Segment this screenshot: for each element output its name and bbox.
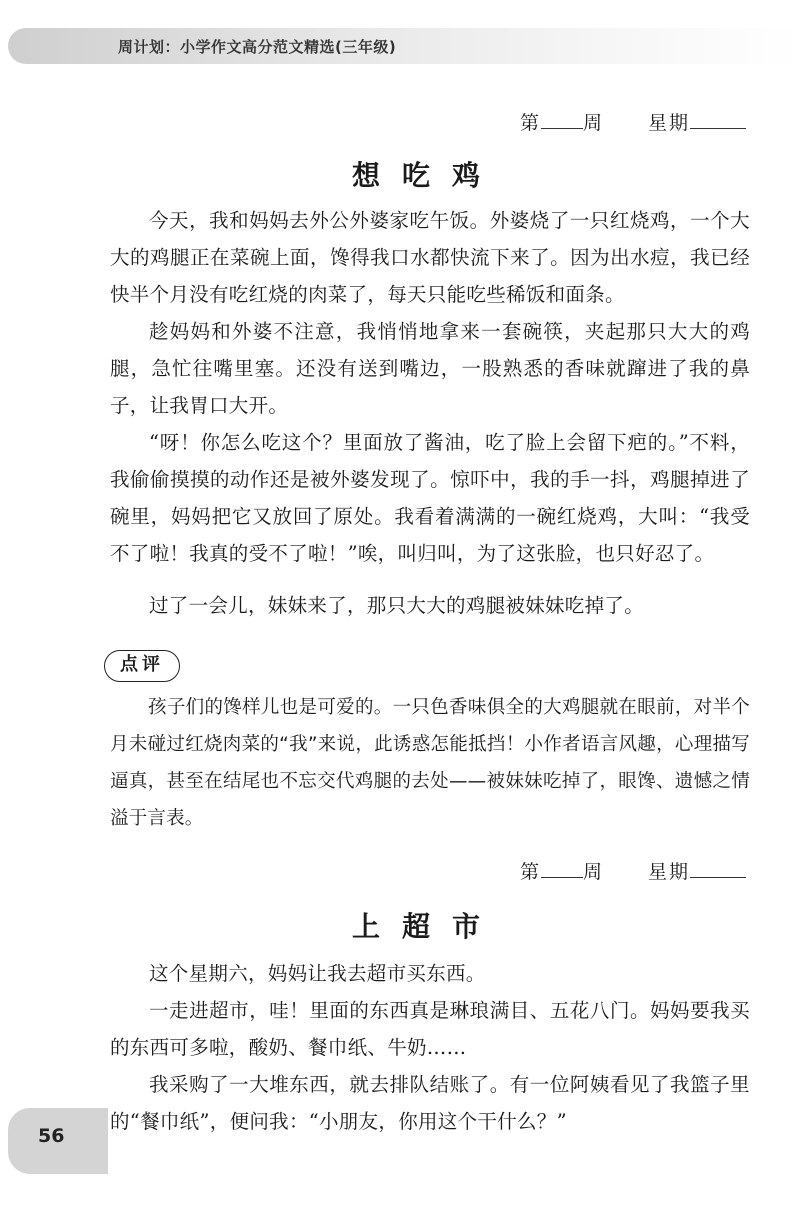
essay-paragraph: “呀！你怎么吃这个？里面放了酱油，吃了脸上会留下疤的。”不料，我偷偷摸摸的动作还是被外婆发现了。惊吓中，我的手一抖，鸡腿掉进了碗里，妈妈把它又放回了原处。我看着满满的一碗红烧鸡，大叫：“我受不了啦！我真的受不了啦！”唉，叫归叫，为了这张脸，也只好忍了。	[110, 431, 750, 565]
page-number: 56	[38, 1125, 65, 1147]
week-prefix: 第	[519, 112, 541, 134]
comment-label: 点评	[104, 650, 180, 682]
comment-text: 孩子们的馋样儿也是可爱的。一只色香味俱全的大鸡腿就在眼前，对半个月未碰过红烧肉菜的“我”来说，此诱惑怎能抵挡！小作者语言风趣，心理描写逼真，甚至在结尾也不忘交代鸡腿的去处——被妹妹吃掉了，眼馋、遗憾之情溢于言表。	[110, 697, 750, 829]
weekday-blank	[690, 859, 746, 878]
essay-paragraph: 今天，我和妈妈去外公外婆家吃午饭。外婆烧了一只红烧鸡，一个大大的鸡腿正在菜碗上面，馋得我口水都快流下来了。因为出水痘，我已经快半个月没有吃红烧的肉菜了，每天只能吃些稀饭和面条。	[110, 209, 750, 306]
essay-title: 上超市	[351, 910, 502, 943]
essay-paragraph: 趁妈妈和外婆不注意，我悄悄地拿来一套碗筷，夹起那只大大的鸡腿，急忙往嘴里塞。还没有送到嘴边，一股熟悉的香味就蹿进了我的鼻子，让我胃口大开。	[110, 320, 750, 417]
essay-paragraph: 一走进超市，哇！里面的东西真是琳琅满目、五花八门。妈妈要我买的东西可多啦，酸奶、餐巾纸、牛奶……	[110, 999, 750, 1059]
week-line	[520, 108, 746, 135]
week-suffix: 周	[582, 112, 604, 134]
week-line	[520, 857, 746, 884]
week-blank	[541, 859, 583, 878]
week-suffix: 周	[582, 861, 604, 883]
weekday-label: 星期	[647, 112, 690, 134]
week-prefix: 第	[519, 861, 541, 883]
weekday-label: 星期	[647, 861, 690, 883]
essay-paragraph: 过了一会儿，妹妹来了，那只大大的鸡腿被妹妹吃掉了。	[149, 594, 645, 617]
essay-paragraph: 这个星期六，妈妈让我去超市买东西。	[149, 962, 486, 985]
book-title: 周计划：小学作文高分范文精选(三年级)	[118, 38, 397, 56]
essay-paragraph: 我采购了一大堆东西，就去排队结账了。有一位阿姨看见了我篮子里的“餐巾纸”，便问我：“小朋友，你用这个干什么？”	[110, 1073, 750, 1133]
week-blank	[541, 110, 583, 129]
essay-title: 想吃鸡	[351, 159, 502, 192]
weekday-blank	[690, 110, 746, 129]
